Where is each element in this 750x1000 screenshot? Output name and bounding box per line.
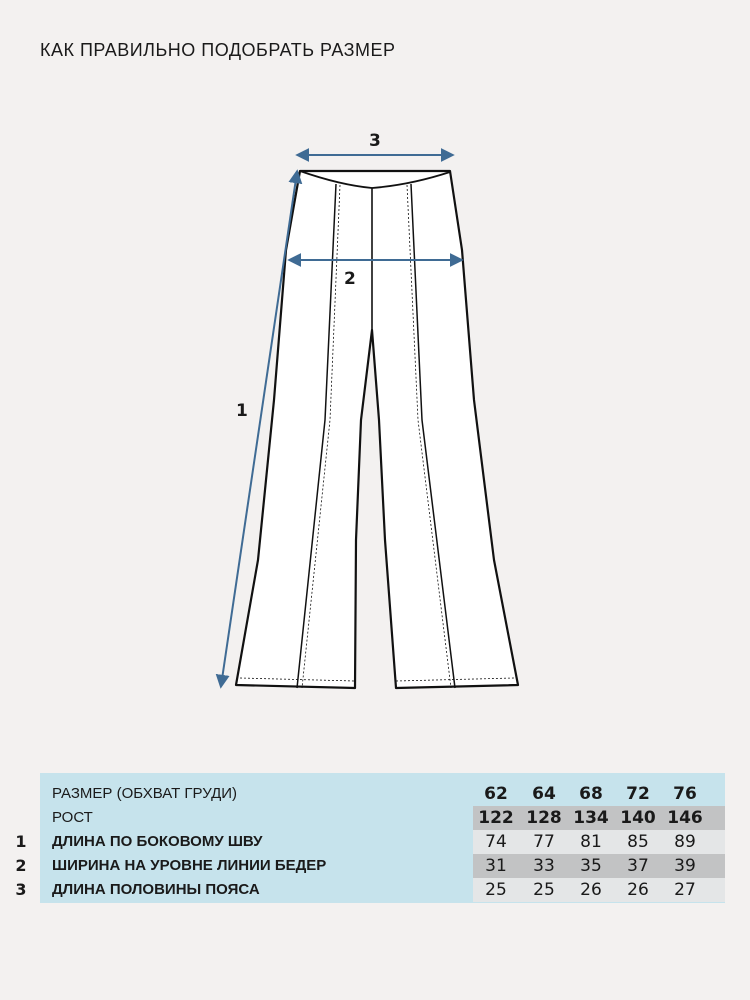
row-number: 2 bbox=[15, 856, 27, 875]
page-title: КАК ПРАВИЛЬНО ПОДОБРАТЬ РАЗМЕР bbox=[40, 40, 396, 60]
dimension-label-2: 2 bbox=[344, 269, 356, 289]
table-cell: 37 bbox=[627, 856, 649, 876]
table-cell: 31 bbox=[485, 856, 507, 876]
row-values bbox=[473, 878, 725, 902]
table-cell: 25 bbox=[485, 880, 507, 900]
table-cell: 85 bbox=[627, 832, 649, 852]
table-cell: 122 bbox=[478, 808, 514, 828]
table-cell: 62 bbox=[484, 784, 508, 804]
row-values bbox=[473, 854, 725, 878]
table-cell: 140 bbox=[620, 808, 656, 828]
table-row-size bbox=[40, 782, 725, 806]
table-cell: 81 bbox=[580, 832, 602, 852]
row-label: ДЛИНА ПОЛОВИНЫ ПОЯСА bbox=[52, 881, 260, 898]
row-number: 1 bbox=[15, 832, 27, 851]
table-row-hip-width bbox=[15, 854, 725, 878]
table-cell: 134 bbox=[573, 808, 609, 828]
pants-outline bbox=[236, 171, 518, 688]
table-cell: 72 bbox=[626, 784, 650, 804]
dimension-label-1: 1 bbox=[236, 401, 248, 421]
size-table bbox=[15, 773, 725, 903]
row-label: РАЗМЕР (ОБХВАТ ГРУДИ) bbox=[52, 785, 238, 802]
table-cell: 33 bbox=[533, 856, 555, 876]
table-cell: 77 bbox=[533, 832, 555, 852]
table-cell: 68 bbox=[579, 784, 603, 804]
row-values bbox=[473, 830, 725, 854]
table-cell: 26 bbox=[627, 880, 649, 900]
table-cell: 64 bbox=[532, 784, 556, 804]
table-cell: 74 bbox=[485, 832, 507, 852]
table-cell: 27 bbox=[674, 880, 696, 900]
table-cell: 89 bbox=[674, 832, 696, 852]
dimension-label-3: 3 bbox=[369, 131, 381, 151]
table-row-height bbox=[40, 806, 725, 830]
table-cell: 76 bbox=[673, 784, 697, 804]
row-values bbox=[473, 782, 725, 806]
row-label: РОСТ bbox=[52, 809, 93, 826]
table-cell: 128 bbox=[526, 808, 562, 828]
table-row-side-length bbox=[15, 830, 725, 854]
table-cell: 39 bbox=[674, 856, 696, 876]
row-values bbox=[473, 806, 725, 830]
row-number: 3 bbox=[15, 880, 27, 899]
row-label: ДЛИНА ПО БОКОВОМУ ШВУ bbox=[52, 833, 263, 850]
table-row-half-waist bbox=[15, 878, 725, 902]
table-cell: 26 bbox=[580, 880, 602, 900]
table-cell: 35 bbox=[580, 856, 602, 876]
table-cell: 146 bbox=[667, 808, 703, 828]
row-label: ШИРИНА НА УРОВНЕ ЛИНИИ БЕДЕР bbox=[52, 857, 327, 874]
table-cell: 25 bbox=[533, 880, 555, 900]
